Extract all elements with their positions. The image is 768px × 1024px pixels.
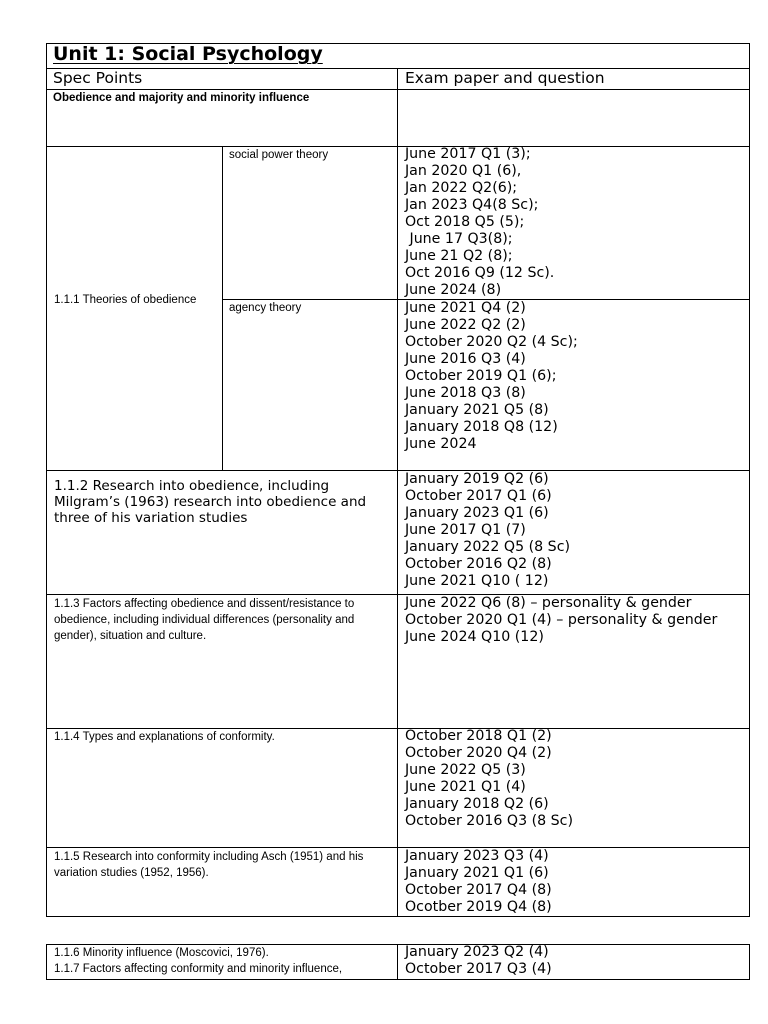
spec-factors-obedience: 1.1.3 Factors affecting obedience and dissent/resistance to obedience, including individual differences (personality and gender), situation and culture.	[54, 598, 355, 642]
research-obedience-questions	[405, 471, 570, 590]
row-divider	[46, 470, 750, 471]
social-power-questions	[405, 146, 554, 299]
conformity-types-questions	[405, 728, 573, 830]
question-item: October 2020 Q1 (4) – personality & gender	[405, 612, 718, 628]
row-divider	[46, 146, 750, 147]
question-item: October 2017 Q3 (4)	[405, 961, 552, 977]
question-item: June 2017 Q1 (7)	[405, 522, 526, 538]
question-item: January 2023 Q1 (6)	[405, 505, 549, 521]
question-item: June 21 Q2 (8);	[405, 248, 513, 264]
question-item: October 2017 Q1 (6)	[405, 488, 552, 504]
question-item: June 2021 Q1 (4)	[405, 779, 526, 795]
question-item: June 2022 Q6 (8) – personality & gender	[405, 595, 692, 611]
minority-questions	[405, 944, 552, 978]
spec-minority-influence: 1.1.6 Minority influence (Moscovici, 1976).	[54, 947, 269, 959]
column-divider	[397, 944, 398, 980]
question-item: October 2018 Q1 (2)	[405, 728, 552, 744]
question-item: June 2024 (8)	[405, 282, 502, 298]
question-item: Jan 2023 Q4(8 Sc);	[405, 197, 539, 213]
question-item: June 2024	[405, 436, 477, 452]
header-exam-paper: Exam paper and question	[405, 69, 605, 87]
question-item: January 2021 Q5 (8)	[405, 402, 549, 418]
question-item: Oct 2018 Q5 (5);	[405, 214, 525, 230]
spec-theories-of-obedience: 1.1.1 Theories of obedience	[54, 294, 197, 306]
question-item: October 2017 Q4 (8)	[405, 882, 552, 898]
question-item: October 2016 Q3 (8 Sc)	[405, 813, 574, 829]
section-heading: Obedience and majority and minority influence	[53, 92, 310, 104]
question-item: Ocotber 2019 Q4 (8)	[405, 899, 552, 915]
spec-agency-theory: agency theory	[229, 302, 302, 314]
question-item: October 2020 Q4 (2)	[405, 745, 552, 761]
spec-factors-conformity-minority: 1.1.7 Factors affecting conformity and minority influence,	[54, 963, 343, 975]
question-item: October 2020 Q2 (4 Sc);	[405, 334, 578, 350]
question-item: January 2021 Q1 (6)	[405, 865, 549, 881]
question-item: January 2018 Q8 (12)	[405, 419, 558, 435]
question-item: June 2018 Q3 (8)	[405, 385, 526, 401]
question-item: June 2021 Q10 ( 12)	[405, 573, 549, 589]
question-item: January 2018 Q2 (6)	[405, 796, 549, 812]
question-item: January 2019 Q2 (6)	[405, 471, 549, 487]
spec-conformity-types: 1.1.4 Types and explanations of conformity.	[54, 731, 275, 743]
question-item: June 2016 Q3 (4)	[405, 351, 526, 367]
column-divider	[397, 68, 398, 917]
research-conformity-questions	[405, 848, 552, 916]
question-item: January 2023 Q3 (4)	[405, 848, 549, 864]
page-title: Unit 1: Social Psychology	[53, 43, 323, 65]
question-item: Jan 2020 Q1 (6),	[405, 163, 522, 179]
question-item: June 2017 Q1 (3);	[405, 146, 531, 162]
spec-research-conformity: 1.1.5 Research into conformity including Asch (1951) and his variation studies (1952, 1956).	[54, 851, 364, 879]
question-item: January 2022 Q5 (8 Sc)	[405, 539, 571, 555]
row-divider	[46, 847, 750, 848]
spec-social-power-theory: social power theory	[229, 149, 329, 161]
question-item: Oct 2016 Q9 (12 Sc).	[405, 265, 555, 281]
question-item: January 2023 Q2 (4)	[405, 944, 549, 960]
question-item: June 17 Q3(8);	[405, 231, 513, 247]
question-item: June 2022 Q5 (3)	[405, 762, 526, 778]
row-divider	[46, 68, 750, 69]
question-item: October 2019 Q1 (6);	[405, 368, 557, 384]
column-divider	[222, 146, 223, 470]
agency-questions	[405, 300, 578, 453]
question-item: October 2016 Q2 (8)	[405, 556, 552, 572]
spec-research-obedience: 1.1.2 Research into obedience, including Milgram’s (1963) research into obedience and three of his variation studies	[54, 478, 367, 526]
question-item: Jan 2022 Q2(6);	[405, 180, 518, 196]
question-item: June 2024 Q10 (12)	[405, 629, 544, 645]
question-item: June 2021 Q4 (2)	[405, 300, 526, 316]
factors-obedience-questions	[405, 595, 745, 646]
header-spec-points: Spec Points	[53, 69, 143, 87]
question-item: June 2022 Q2 (2)	[405, 317, 526, 333]
